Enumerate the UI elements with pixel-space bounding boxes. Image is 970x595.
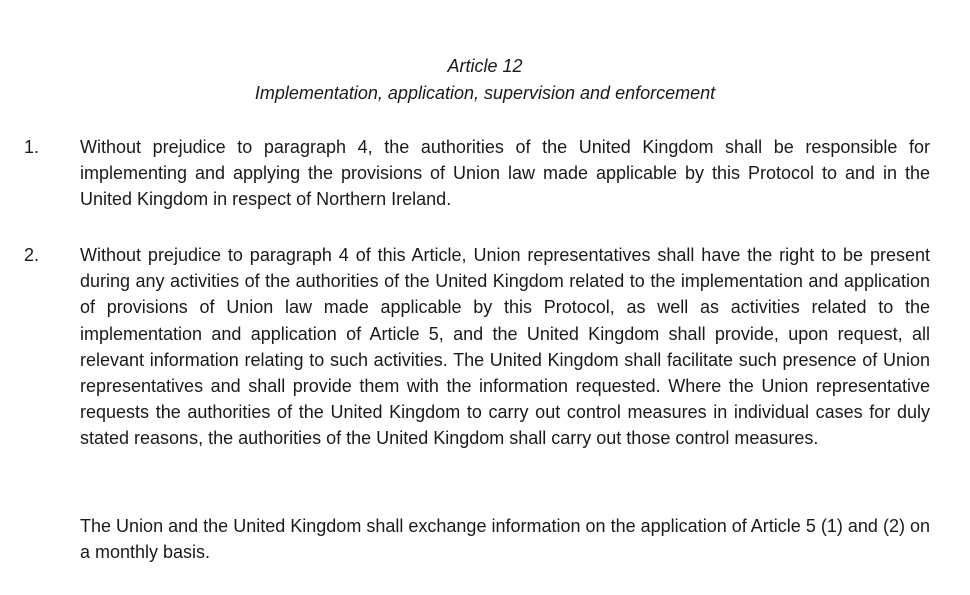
paragraph-number: 1.: [24, 137, 40, 157]
article-subtitle: Implementation, application, supervision and enforcement: [254, 83, 716, 103]
paragraph-text: Without prejudice to paragraph 4, the authorities of the United Kingdom shall be responsible for implementing and applying the provisions of Union law made applicable by this Protocol to and in the United Kingdom in respect of Northern Ireland.: [80, 137, 930, 210]
article-title: Article 12: [447, 56, 523, 76]
paragraph-text: Without prejudice to paragraph 4 of this Article, Union representatives shall have the right to be present during any activities of the authorities of the United Kingdom related to the implementation and application of provisions of Union law made applicable by this Protocol, as well as activities related to the implementation and application of Article 5, and the United Kingdom shall provide, upon request, all relevant information relating to such activities. The United Kingdom shall facilitate such presence of Union representatives and shall provide them with the information requested. Where the Union representative requests the authorities of the United Kingdom to carry out control measures in individual cases for duly stated reasons, the authorities of the United Kingdom shall carry out those control measures.: [80, 245, 930, 449]
paragraph-text: The Union and the United Kingdom shall exchange information on the application of Article 5 (1) and (2) on a monthly basis.: [80, 516, 930, 563]
paragraph-number: 2.: [24, 245, 40, 265]
